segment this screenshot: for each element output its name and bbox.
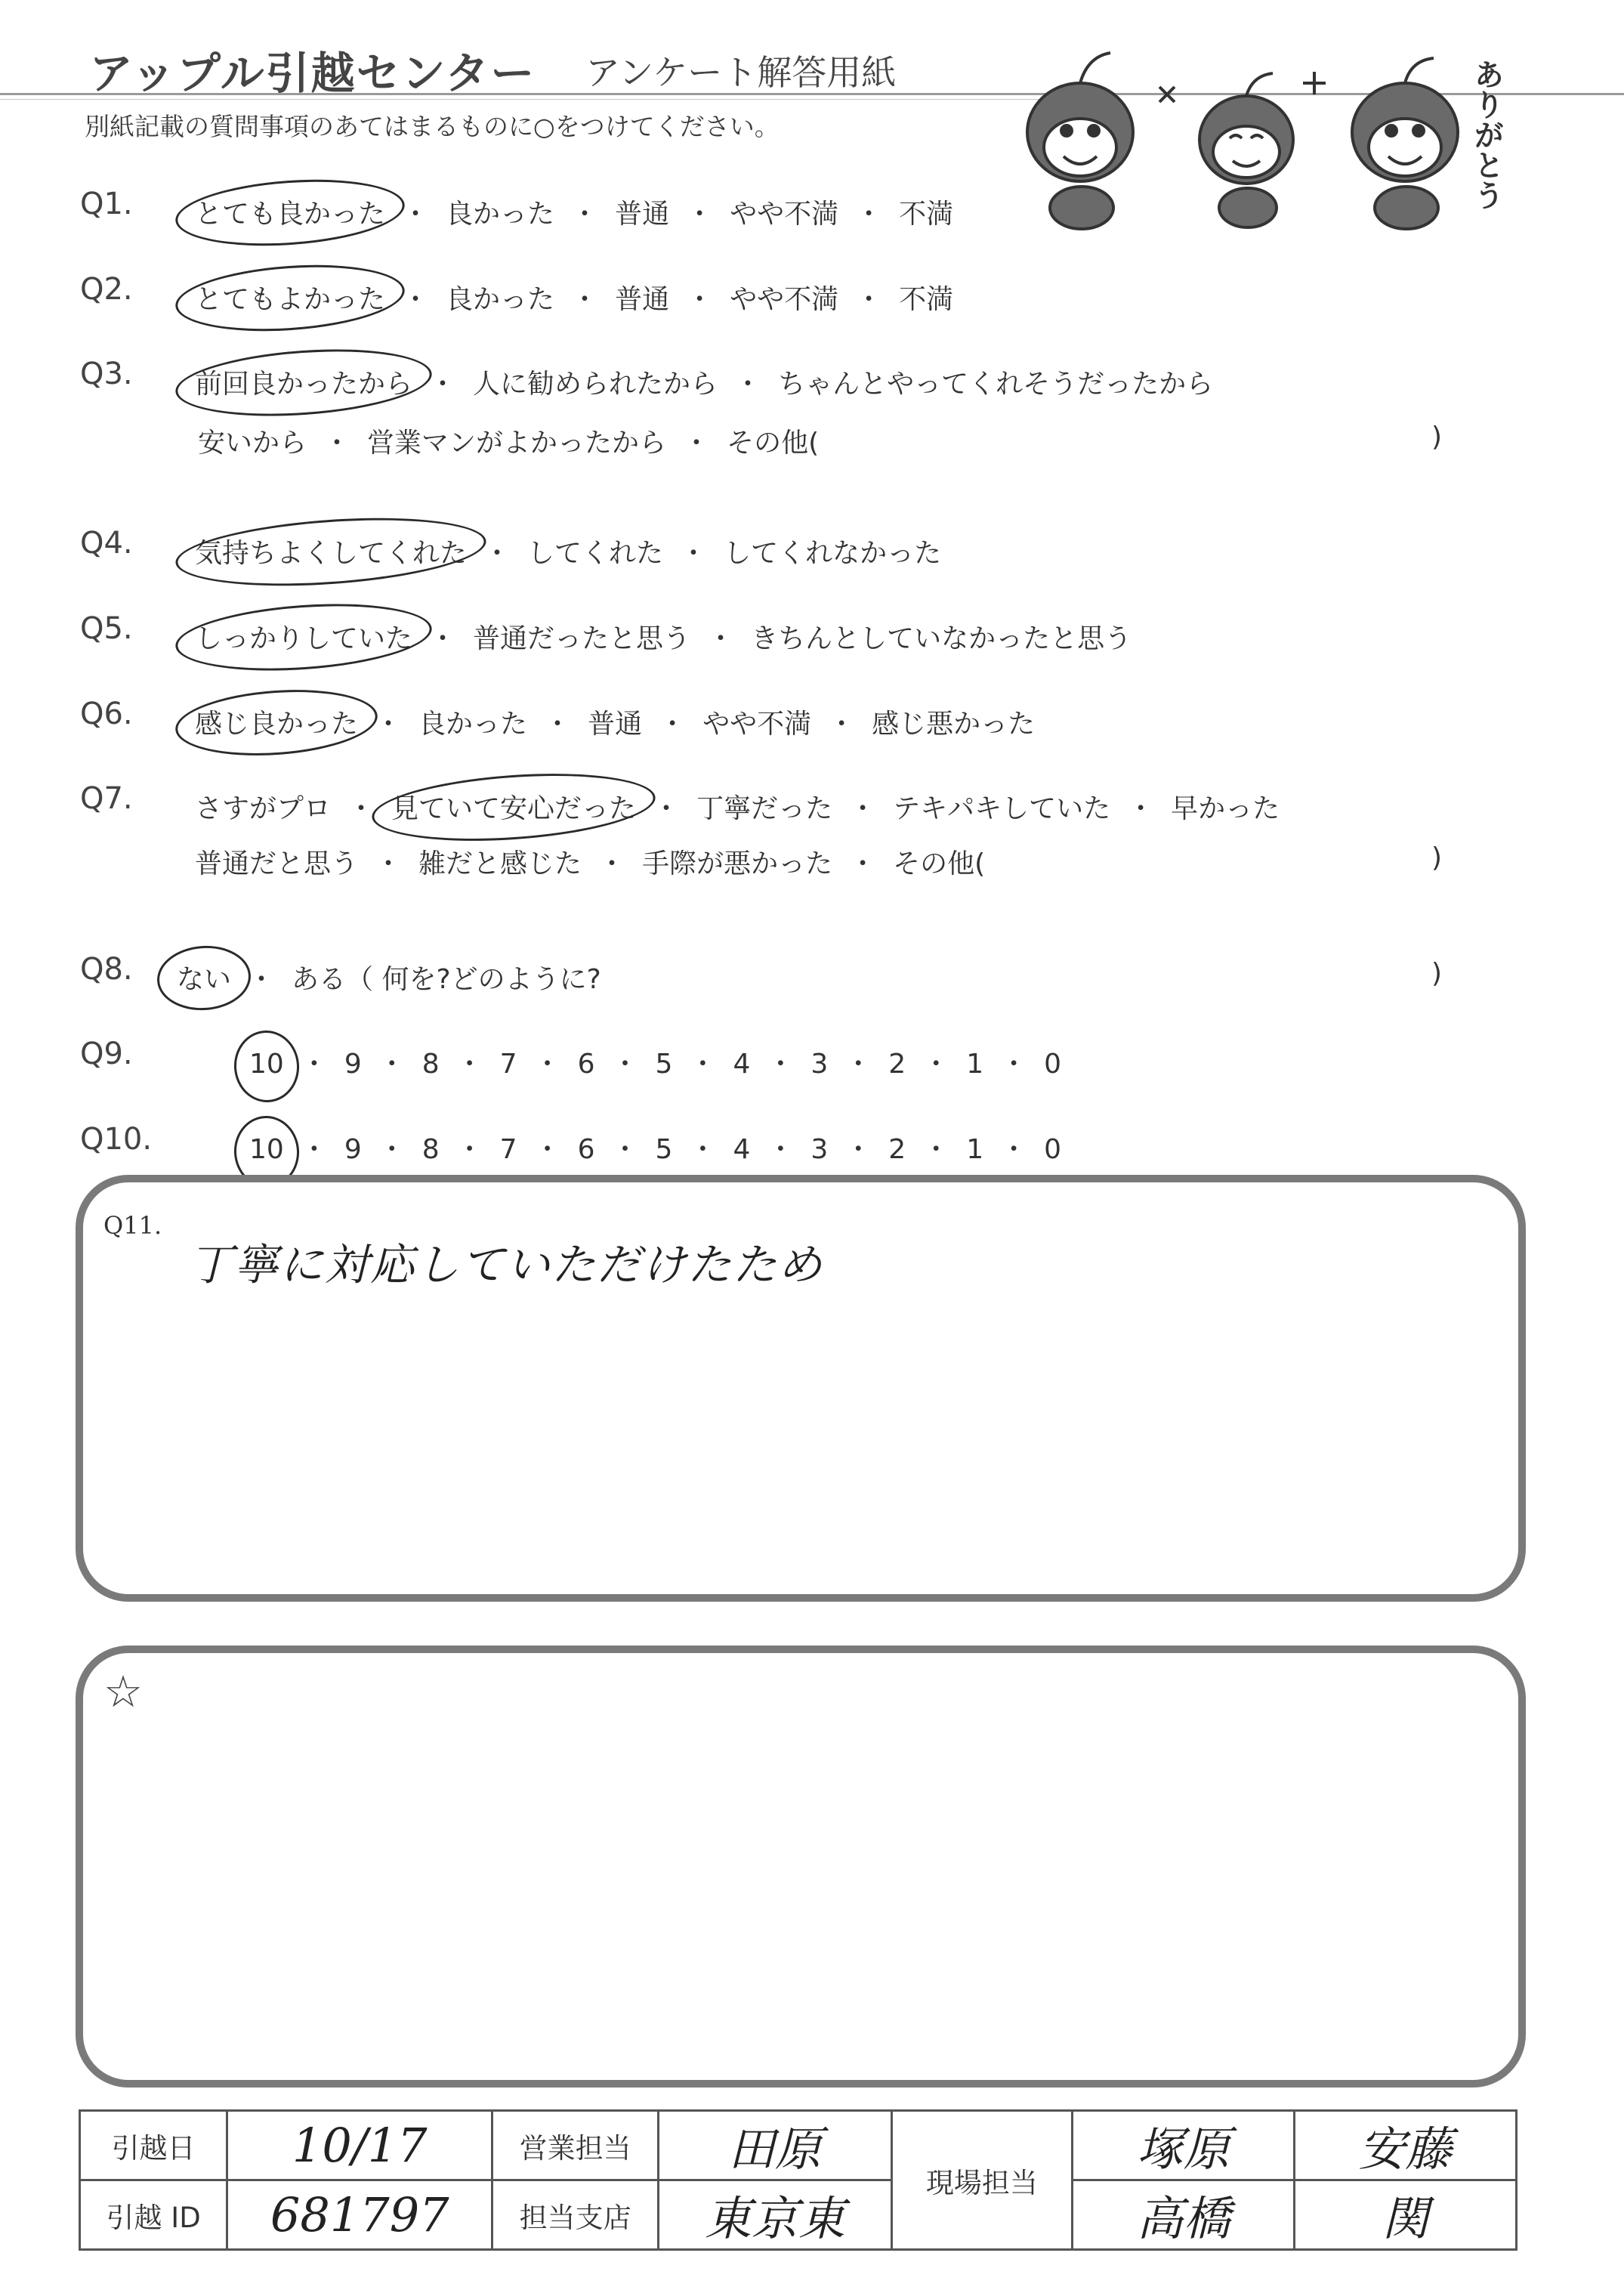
- question-options-row: [195, 193, 953, 231]
- option[interactable]: 普通だったと思う: [473, 623, 691, 654]
- option-selected[interactable]: 10: [249, 1134, 284, 1165]
- footer-info-table: [79, 2109, 1517, 2251]
- question-label: Q2.: [80, 272, 133, 307]
- sparkle-icon: [1303, 72, 1326, 94]
- option-separator: ・: [347, 793, 375, 824]
- header-rule-thin: [0, 99, 1057, 100]
- option-separator: ・: [683, 428, 711, 459]
- q11-handwritten-answer: 丁寧に対応していただけたため: [189, 1239, 824, 1290]
- option-separator: ・: [429, 369, 457, 400]
- sales-rep-value: 田原: [659, 2111, 892, 2180]
- option-separator: ・: [1127, 793, 1155, 824]
- move-id-label: 引越 ID: [80, 2180, 227, 2250]
- option[interactable]: してくれた: [527, 538, 664, 569]
- option-selected[interactable]: 見ていて安心だった: [391, 787, 636, 826]
- q11-label: Q11.: [103, 1211, 162, 1240]
- field-staff-2: 安藤: [1295, 2111, 1517, 2180]
- option-selected[interactable]: 前回良かったから: [195, 363, 412, 401]
- option-separator: ・: [378, 1049, 406, 1080]
- field-staff-3: 高橋: [1073, 2180, 1295, 2250]
- sales-rep-label: 営業担当: [492, 2111, 659, 2180]
- option-separator: ・: [544, 709, 572, 740]
- option-separator: ・: [402, 199, 430, 230]
- move-date-label: 引越日: [80, 2111, 227, 2180]
- option[interactable]: 1: [966, 1134, 984, 1165]
- question-label: Q10.: [80, 1122, 153, 1157]
- instruction-text: 別紙記載の質問事項のあてはまるものに○をつけてください。: [85, 112, 780, 141]
- option[interactable]: 良かった: [446, 199, 555, 230]
- branch-value: 東京東: [659, 2180, 892, 2250]
- question-options-row: [249, 1043, 1061, 1081]
- option-separator: ・: [849, 848, 877, 879]
- option-separator: ・: [455, 1134, 483, 1165]
- option[interactable]: 0: [1044, 1049, 1062, 1080]
- option[interactable]: 普通だと思う: [195, 848, 359, 879]
- option-selected[interactable]: とても良かった: [195, 193, 385, 231]
- option[interactable]: 6: [577, 1049, 595, 1080]
- option-separator: ・: [571, 199, 599, 230]
- option[interactable]: その他(: [727, 428, 820, 459]
- option-separator: ・: [611, 1134, 639, 1165]
- form-subtitle: アンケート解答用紙: [585, 52, 897, 93]
- option[interactable]: 普通: [615, 199, 670, 230]
- option-separator: ・: [767, 1134, 795, 1165]
- branch-label: 担当支店: [492, 2180, 659, 2250]
- option[interactable]: ちゃんとやってくれそうだったから: [778, 369, 1214, 400]
- option[interactable]: 8: [421, 1049, 440, 1080]
- question-options-row: [198, 422, 819, 460]
- comment-box: [76, 1646, 1526, 2087]
- monkey-mascots-illustration: [997, 42, 1518, 230]
- question-label: Q6.: [80, 697, 133, 731]
- option[interactable]: 4: [733, 1049, 751, 1080]
- question-label: Q8.: [80, 952, 133, 987]
- question-label: Q3.: [80, 357, 133, 391]
- option[interactable]: 手際が悪かった: [642, 848, 833, 879]
- option[interactable]: 7: [499, 1049, 517, 1080]
- option-separator: ・: [483, 538, 511, 569]
- question-options-row: [195, 532, 941, 570]
- option[interactable]: してくれなかった: [724, 538, 942, 569]
- question-label: Q5.: [80, 611, 133, 646]
- option-separator: ・: [598, 848, 626, 879]
- option[interactable]: さすがプロ: [195, 793, 332, 824]
- option-separator: ・: [844, 1049, 872, 1080]
- option[interactable]: 不満: [899, 284, 954, 315]
- field-staff-4: 関: [1295, 2180, 1517, 2250]
- option-separator: ・: [828, 709, 856, 740]
- question-options-row: [195, 703, 1035, 741]
- option[interactable]: やや不満: [730, 284, 839, 315]
- option-separator: ・: [533, 1134, 561, 1165]
- question-label: Q7.: [80, 781, 133, 816]
- option-separator: ・: [855, 284, 883, 315]
- option-separator: ・: [659, 709, 687, 740]
- option-separator: ・: [855, 199, 883, 230]
- option-selected[interactable]: とてもよかった: [195, 278, 385, 317]
- option-separator: ・: [455, 1049, 483, 1080]
- option[interactable]: 不満: [899, 199, 954, 230]
- question-options-row: [195, 363, 1213, 401]
- field-staff-label: 現場担当: [891, 2111, 1072, 2250]
- option-separator: ・: [1000, 1049, 1028, 1080]
- option-selected[interactable]: しっかりしていた: [195, 617, 412, 656]
- question-options-row: [195, 787, 1280, 826]
- option-separator: ・: [300, 1049, 328, 1080]
- option-separator: ・: [300, 1134, 328, 1165]
- option-separator: ・: [429, 623, 457, 654]
- option[interactable]: 8: [421, 1134, 440, 1165]
- option-separator: ・: [689, 1049, 717, 1080]
- option[interactable]: 2: [888, 1134, 906, 1165]
- question-label: Q9.: [80, 1037, 133, 1071]
- option-selected[interactable]: 気持ちよくしてくれた: [195, 532, 467, 570]
- option[interactable]: 6: [577, 1134, 595, 1165]
- option[interactable]: 普通: [588, 709, 643, 740]
- option[interactable]: 早かった: [1171, 793, 1280, 824]
- star-icon: ☆: [103, 1666, 143, 1717]
- field-staff-1: 塚原: [1073, 2111, 1295, 2180]
- option[interactable]: 3: [810, 1049, 829, 1080]
- option-separator: ・: [1000, 1134, 1028, 1165]
- option[interactable]: その他(: [893, 848, 986, 879]
- option-separator: ・: [849, 793, 877, 824]
- option[interactable]: 2: [888, 1049, 906, 1080]
- option[interactable]: やや不満: [730, 199, 839, 230]
- question-label: Q4.: [80, 526, 133, 561]
- option[interactable]: 1: [966, 1049, 984, 1080]
- option-separator: ・: [375, 848, 403, 879]
- other-close-paren: ): [1431, 422, 1443, 453]
- option[interactable]: 雑だと感じた: [418, 848, 582, 879]
- option[interactable]: テキパキしていた: [893, 793, 1111, 824]
- option-selected[interactable]: ない: [177, 958, 231, 997]
- option[interactable]: 丁寧だった: [696, 793, 833, 824]
- option-separator: ・: [922, 1049, 950, 1080]
- option-separator: ・: [248, 964, 276, 995]
- option[interactable]: 営業マンがよかったから: [367, 428, 667, 459]
- option-separator: ・: [686, 199, 714, 230]
- option[interactable]: 感じ悪かった: [872, 709, 1036, 740]
- option[interactable]: 9: [344, 1134, 362, 1165]
- question-label: Q1.: [80, 187, 133, 221]
- option-separator: ・: [680, 538, 708, 569]
- option-separator: ・: [734, 369, 762, 400]
- move-id-value: 681797: [227, 2180, 492, 2250]
- option[interactable]: 3: [810, 1134, 829, 1165]
- option[interactable]: 安いから: [198, 428, 307, 459]
- option-separator: ・: [922, 1134, 950, 1165]
- move-date-value: 10/17: [227, 2111, 492, 2180]
- option-separator: ・: [844, 1134, 872, 1165]
- monkey-mascot-left: [1027, 53, 1133, 229]
- option-separator: ・: [653, 793, 681, 824]
- option[interactable]: 7: [499, 1134, 517, 1165]
- form-title: アップル引越センター: [89, 48, 536, 99]
- option-separator: ・: [767, 1049, 795, 1080]
- option-separator: ・: [402, 284, 430, 315]
- option-separator: ・: [375, 709, 403, 740]
- option[interactable]: ある（ 何を?どのように?: [292, 964, 601, 995]
- option-separator: ・: [689, 1134, 717, 1165]
- option[interactable]: 良かった: [418, 709, 528, 740]
- question-options-row: [195, 842, 985, 881]
- question-options-row: [249, 1128, 1061, 1167]
- option[interactable]: 0: [1044, 1134, 1062, 1165]
- option[interactable]: 9: [344, 1049, 362, 1080]
- question-options-row: [195, 617, 1132, 656]
- option[interactable]: きちんとしていなかったと思う: [751, 623, 1132, 654]
- option-selected[interactable]: 感じ良かった: [195, 703, 358, 741]
- question-options-row: [195, 278, 953, 317]
- other-close-paren: ): [1431, 958, 1443, 989]
- monkey-mascot-right: [1352, 58, 1458, 229]
- sparkle-icon: [1159, 87, 1175, 102]
- option[interactable]: 4: [733, 1134, 751, 1165]
- option[interactable]: 5: [655, 1134, 673, 1165]
- other-close-paren: ): [1431, 842, 1443, 873]
- monkey-mascot-center: [1199, 73, 1293, 227]
- question-options-row: [177, 958, 601, 997]
- option-separator: ・: [378, 1134, 406, 1165]
- option[interactable]: やや不満: [702, 709, 812, 740]
- option-selected[interactable]: 10: [249, 1049, 284, 1080]
- option-separator: ・: [686, 284, 714, 315]
- option[interactable]: 良かった: [446, 284, 555, 315]
- option-separator: ・: [323, 428, 351, 459]
- mascot-caption: ありがとう: [1469, 59, 1504, 210]
- option[interactable]: 5: [655, 1049, 673, 1080]
- option[interactable]: 普通: [615, 284, 670, 315]
- option-separator: ・: [611, 1049, 639, 1080]
- option-separator: ・: [707, 623, 735, 654]
- option[interactable]: 人に勧められたから: [473, 369, 718, 400]
- option-separator: ・: [571, 284, 599, 315]
- option-separator: ・: [533, 1049, 561, 1080]
